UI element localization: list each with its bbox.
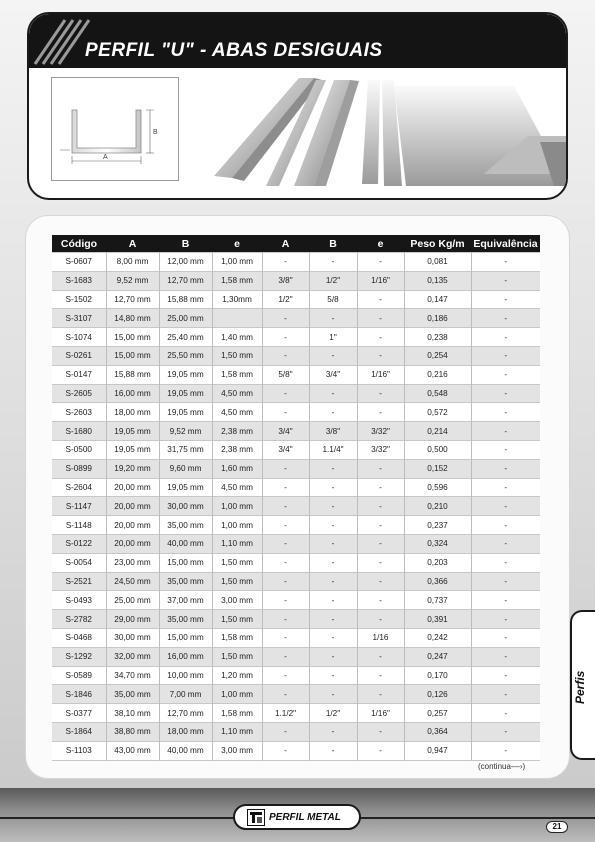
cell-a-inch: - bbox=[262, 459, 309, 478]
cell-peso: 0,391 bbox=[404, 610, 471, 629]
cell-a-mm: 29,00 mm bbox=[106, 610, 159, 629]
cell-e-inch: - bbox=[357, 497, 404, 516]
table-row bbox=[52, 534, 540, 553]
cell-a-inch: - bbox=[262, 591, 309, 610]
cell-equivalencia: - bbox=[471, 572, 540, 591]
cell-e-inch: - bbox=[357, 534, 404, 553]
cell-b-mm: 40,00 mm bbox=[159, 534, 212, 553]
cell-a-mm: 12,70 mm bbox=[106, 290, 159, 309]
cell-a-mm: 19,20 mm bbox=[106, 459, 159, 478]
cell-equivalencia: - bbox=[471, 666, 540, 685]
cell-codigo: S-0607 bbox=[52, 253, 106, 272]
cell-e-mm: 1,58 mm bbox=[212, 704, 262, 723]
cell-codigo: S-0500 bbox=[52, 440, 106, 459]
cell-b-inch: 3/4" bbox=[309, 365, 357, 384]
cell-e-mm: 2,38 mm bbox=[212, 440, 262, 459]
cell-b-inch: 1" bbox=[309, 328, 357, 347]
cell-e-inch: - bbox=[357, 290, 404, 309]
table-row bbox=[52, 328, 540, 347]
cell-b-mm: 40,00 mm bbox=[159, 741, 212, 760]
cell-peso: 0,947 bbox=[404, 741, 471, 760]
cell-a-inch: - bbox=[262, 741, 309, 760]
table-row bbox=[52, 422, 540, 441]
cell-a-mm: 19,05 mm bbox=[106, 440, 159, 459]
brand-logo-icon bbox=[247, 809, 265, 826]
cell-a-mm: 19,05 mm bbox=[106, 422, 159, 441]
cell-b-inch: - bbox=[309, 628, 357, 647]
cell-e-mm: 1,50 mm bbox=[212, 346, 262, 365]
specification-table bbox=[52, 235, 540, 761]
table-row bbox=[52, 365, 540, 384]
table-row bbox=[52, 591, 540, 610]
cell-peso: 0,572 bbox=[404, 403, 471, 422]
cell-e-mm: 3,00 mm bbox=[212, 741, 262, 760]
cell-a-inch: 3/8" bbox=[262, 271, 309, 290]
cell-equivalencia: - bbox=[471, 704, 540, 723]
cell-b-mm: 12,00 mm bbox=[159, 253, 212, 272]
cell-codigo: S-1103 bbox=[52, 741, 106, 760]
table-row bbox=[52, 440, 540, 459]
table-row bbox=[52, 704, 540, 723]
cell-codigo: S-0589 bbox=[52, 666, 106, 685]
cell-a-inch: 5/8" bbox=[262, 365, 309, 384]
cell-e-mm: 4,50 mm bbox=[212, 478, 262, 497]
cell-equivalencia: - bbox=[471, 422, 540, 441]
col-e-inch: e bbox=[357, 235, 404, 253]
cell-equivalencia: - bbox=[471, 497, 540, 516]
cell-b-mm: 35,00 mm bbox=[159, 516, 212, 535]
continued-note: (continua––›) bbox=[478, 762, 526, 771]
cell-a-inch: - bbox=[262, 553, 309, 572]
cell-a-mm: 43,00 mm bbox=[106, 741, 159, 760]
cell-e-mm: 4,50 mm bbox=[212, 403, 262, 422]
cell-b-inch: - bbox=[309, 647, 357, 666]
cell-equivalencia: - bbox=[471, 459, 540, 478]
cell-b-mm: 12,70 mm bbox=[159, 271, 212, 290]
cell-e-mm: 1,40 mm bbox=[212, 328, 262, 347]
table-row bbox=[52, 516, 540, 535]
cell-e-inch: - bbox=[357, 741, 404, 760]
aluminum-profiles-image bbox=[184, 66, 568, 186]
cell-equivalencia: - bbox=[471, 534, 540, 553]
cell-peso: 0,237 bbox=[404, 516, 471, 535]
table-row bbox=[52, 403, 540, 422]
cell-b-inch: - bbox=[309, 384, 357, 403]
cell-e-mm: 1,50 mm bbox=[212, 572, 262, 591]
table-row bbox=[52, 459, 540, 478]
cell-e-inch: - bbox=[357, 309, 404, 328]
cell-peso: 0,214 bbox=[404, 422, 471, 441]
cell-equivalencia: - bbox=[471, 516, 540, 535]
page-number: 21 bbox=[546, 821, 568, 833]
cell-codigo: S-0147 bbox=[52, 365, 106, 384]
cell-b-mm: 35,00 mm bbox=[159, 572, 212, 591]
cell-codigo: S-1864 bbox=[52, 722, 106, 741]
cell-a-mm: 20,00 mm bbox=[106, 478, 159, 497]
cell-peso: 0,254 bbox=[404, 346, 471, 365]
cell-codigo: S-0054 bbox=[52, 553, 106, 572]
cell-b-inch: - bbox=[309, 534, 357, 553]
table-row bbox=[52, 346, 540, 365]
cell-b-mm: 19,05 mm bbox=[159, 478, 212, 497]
col-b-mm: B bbox=[159, 235, 212, 253]
cell-a-mm: 18,00 mm bbox=[106, 403, 159, 422]
cell-e-mm: 1,00 mm bbox=[212, 253, 262, 272]
col-peso: Peso Kg/m bbox=[404, 235, 471, 253]
cell-e-inch: - bbox=[357, 591, 404, 610]
cell-e-inch: - bbox=[357, 478, 404, 497]
cell-peso: 0,216 bbox=[404, 365, 471, 384]
cell-e-inch: - bbox=[357, 403, 404, 422]
cell-a-mm: 15,00 mm bbox=[106, 346, 159, 365]
cell-e-mm: 1,00 mm bbox=[212, 516, 262, 535]
cell-peso: 0,126 bbox=[404, 685, 471, 704]
cell-equivalencia: - bbox=[471, 253, 540, 272]
cell-b-inch: - bbox=[309, 516, 357, 535]
page-title: PERFIL "U" - ABAS DESIGUAIS bbox=[85, 40, 383, 61]
cell-b-mm: 19,05 mm bbox=[159, 384, 212, 403]
cell-equivalencia: - bbox=[471, 328, 540, 347]
cell-b-inch: - bbox=[309, 572, 357, 591]
cell-b-mm: 9,60 mm bbox=[159, 459, 212, 478]
cell-equivalencia: - bbox=[471, 440, 540, 459]
cell-a-mm: 38,10 mm bbox=[106, 704, 159, 723]
cell-a-inch: 3/4" bbox=[262, 422, 309, 441]
cell-e-inch: 3/32" bbox=[357, 440, 404, 459]
cell-b-inch: - bbox=[309, 478, 357, 497]
cell-codigo: S-0468 bbox=[52, 628, 106, 647]
cell-b-inch: 5/8 bbox=[309, 290, 357, 309]
cell-e-mm: 1,58 mm bbox=[212, 365, 262, 384]
cell-equivalencia: - bbox=[471, 610, 540, 629]
cell-a-mm: 14,80 mm bbox=[106, 309, 159, 328]
cell-equivalencia: - bbox=[471, 309, 540, 328]
cell-a-mm: 23,00 mm bbox=[106, 553, 159, 572]
cell-b-inch: 1.1/4" bbox=[309, 440, 357, 459]
cell-a-mm: 32,00 mm bbox=[106, 647, 159, 666]
col-b-inch: B bbox=[309, 235, 357, 253]
table-row bbox=[52, 666, 540, 685]
cell-equivalencia: - bbox=[471, 478, 540, 497]
cell-a-mm: 20,00 mm bbox=[106, 497, 159, 516]
cell-equivalencia: - bbox=[471, 384, 540, 403]
cell-a-inch: - bbox=[262, 346, 309, 365]
cell-b-mm: 12,70 mm bbox=[159, 704, 212, 723]
cell-peso: 0,500 bbox=[404, 440, 471, 459]
cell-a-mm: 16,00 mm bbox=[106, 384, 159, 403]
cell-e-mm: 4,50 mm bbox=[212, 384, 262, 403]
cell-codigo: S-1683 bbox=[52, 271, 106, 290]
cell-a-inch: - bbox=[262, 497, 309, 516]
cell-peso: 0,135 bbox=[404, 271, 471, 290]
diagonal-stripes-icon bbox=[31, 18, 93, 66]
cell-a-inch: - bbox=[262, 572, 309, 591]
cell-codigo: S-3107 bbox=[52, 309, 106, 328]
cell-b-mm: 35,00 mm bbox=[159, 610, 212, 629]
cell-e-inch: - bbox=[357, 572, 404, 591]
cell-a-mm: 20,00 mm bbox=[106, 516, 159, 535]
cell-b-mm: 30,00 mm bbox=[159, 497, 212, 516]
cell-peso: 0,203 bbox=[404, 553, 471, 572]
cell-b-inch: - bbox=[309, 497, 357, 516]
cell-b-inch: - bbox=[309, 346, 357, 365]
cell-equivalencia: - bbox=[471, 365, 540, 384]
cell-equivalencia: - bbox=[471, 403, 540, 422]
cell-peso: 0,152 bbox=[404, 459, 471, 478]
col-a-inch: A bbox=[262, 235, 309, 253]
cell-peso: 0,364 bbox=[404, 722, 471, 741]
cell-peso: 0,257 bbox=[404, 704, 471, 723]
cell-e-inch: - bbox=[357, 553, 404, 572]
cell-b-mm: 10,00 mm bbox=[159, 666, 212, 685]
cell-b-mm: 19,05 mm bbox=[159, 365, 212, 384]
cell-b-mm: 37,00 mm bbox=[159, 591, 212, 610]
cell-a-mm: 25,00 mm bbox=[106, 591, 159, 610]
section-side-tab bbox=[570, 610, 595, 760]
cell-e-inch: - bbox=[357, 516, 404, 535]
cell-a-mm: 24,50 mm bbox=[106, 572, 159, 591]
cell-e-mm: 2,38 mm bbox=[212, 422, 262, 441]
cell-e-inch: - bbox=[357, 685, 404, 704]
cell-peso: 0,186 bbox=[404, 309, 471, 328]
cell-b-inch: - bbox=[309, 591, 357, 610]
cell-peso: 0,170 bbox=[404, 666, 471, 685]
cell-equivalencia: - bbox=[471, 647, 540, 666]
cell-e-mm: 1,00 mm bbox=[212, 685, 262, 704]
brand-name: PERFIL METAL bbox=[269, 812, 341, 823]
table-row bbox=[52, 685, 540, 704]
table-row bbox=[52, 722, 540, 741]
col-codigo: Código bbox=[52, 235, 106, 253]
u-profile-drawing-icon bbox=[52, 78, 178, 180]
cell-peso: 0,596 bbox=[404, 478, 471, 497]
cell-peso: 0,081 bbox=[404, 253, 471, 272]
profile-diagram bbox=[51, 77, 179, 181]
cell-a-inch: - bbox=[262, 628, 309, 647]
cell-e-mm: 3,00 mm bbox=[212, 591, 262, 610]
cell-b-inch: - bbox=[309, 741, 357, 760]
cell-b-inch: - bbox=[309, 403, 357, 422]
cell-b-mm: 25,00 mm bbox=[159, 309, 212, 328]
table-header-row bbox=[52, 235, 540, 253]
table-row bbox=[52, 271, 540, 290]
cell-equivalencia: - bbox=[471, 628, 540, 647]
table-row bbox=[52, 497, 540, 516]
table-row bbox=[52, 553, 540, 572]
cell-codigo: S-0899 bbox=[52, 459, 106, 478]
cell-a-inch: - bbox=[262, 253, 309, 272]
cell-a-mm: 8,00 mm bbox=[106, 253, 159, 272]
cell-a-mm: 38,80 mm bbox=[106, 722, 159, 741]
cell-b-inch: 3/8" bbox=[309, 422, 357, 441]
cell-peso: 0,238 bbox=[404, 328, 471, 347]
cell-a-inch: - bbox=[262, 403, 309, 422]
cell-b-mm: 19,05 mm bbox=[159, 403, 212, 422]
cell-a-mm: 15,88 mm bbox=[106, 365, 159, 384]
cell-equivalencia: - bbox=[471, 290, 540, 309]
table-row bbox=[52, 572, 540, 591]
cell-b-inch: 1/2" bbox=[309, 271, 357, 290]
cell-equivalencia: - bbox=[471, 591, 540, 610]
cell-equivalencia: - bbox=[471, 553, 540, 572]
cell-a-mm: 15,00 mm bbox=[106, 328, 159, 347]
cell-codigo: S-1148 bbox=[52, 516, 106, 535]
cell-peso: 0,737 bbox=[404, 591, 471, 610]
cell-e-mm: 1,10 mm bbox=[212, 534, 262, 553]
cell-codigo: S-2782 bbox=[52, 610, 106, 629]
cell-e-inch: 1/16" bbox=[357, 365, 404, 384]
cell-b-mm: 16,00 mm bbox=[159, 647, 212, 666]
cell-a-inch: - bbox=[262, 647, 309, 666]
cell-codigo: S-0377 bbox=[52, 704, 106, 723]
cell-e-inch: - bbox=[357, 328, 404, 347]
col-e-mm: e bbox=[212, 235, 262, 253]
cell-b-inch: - bbox=[309, 553, 357, 572]
cell-codigo: S-1846 bbox=[52, 685, 106, 704]
table-row bbox=[52, 610, 540, 629]
cell-e-inch: - bbox=[357, 459, 404, 478]
header-bar bbox=[29, 14, 566, 68]
cell-e-inch: - bbox=[357, 253, 404, 272]
cell-peso: 0,366 bbox=[404, 572, 471, 591]
cell-codigo: S-0493 bbox=[52, 591, 106, 610]
table-row bbox=[52, 741, 540, 760]
cell-e-inch: - bbox=[357, 647, 404, 666]
cell-e-inch: 1/16" bbox=[357, 271, 404, 290]
cell-equivalencia: - bbox=[471, 346, 540, 365]
cell-b-mm: 7,00 mm bbox=[159, 685, 212, 704]
arrow-right-icon: ––›) bbox=[510, 762, 526, 771]
table-row bbox=[52, 384, 540, 403]
cell-peso: 0,147 bbox=[404, 290, 471, 309]
cell-codigo: S-1147 bbox=[52, 497, 106, 516]
cell-peso: 0,242 bbox=[404, 628, 471, 647]
cell-codigo: S-2521 bbox=[52, 572, 106, 591]
cell-codigo: S-1502 bbox=[52, 290, 106, 309]
cell-e-inch: - bbox=[357, 610, 404, 629]
cell-b-mm: 25,40 mm bbox=[159, 328, 212, 347]
cell-e-inch: 1/16" bbox=[357, 704, 404, 723]
cell-a-mm: 34,70 mm bbox=[106, 666, 159, 685]
table-row bbox=[52, 628, 540, 647]
cell-codigo: S-2605 bbox=[52, 384, 106, 403]
cell-a-mm: 30,00 mm bbox=[106, 628, 159, 647]
cell-a-inch: 3/4" bbox=[262, 440, 309, 459]
side-tab-label: Perfis bbox=[573, 670, 587, 704]
cell-a-inch: - bbox=[262, 516, 309, 535]
cell-a-inch: - bbox=[262, 610, 309, 629]
cell-a-inch: - bbox=[262, 534, 309, 553]
cell-e-inch: - bbox=[357, 666, 404, 685]
cell-a-inch: - bbox=[262, 384, 309, 403]
table-row bbox=[52, 253, 540, 272]
diagram-label-a: A bbox=[103, 154, 108, 161]
cell-a-inch: - bbox=[262, 328, 309, 347]
cell-codigo: S-0261 bbox=[52, 346, 106, 365]
brand-badge bbox=[233, 804, 361, 830]
col-equivalencia: Equivalência bbox=[471, 235, 540, 253]
header-card bbox=[27, 12, 568, 200]
cell-a-inch: - bbox=[262, 722, 309, 741]
cell-b-mm: 18,00 mm bbox=[159, 722, 212, 741]
cell-e-mm: 1,20 mm bbox=[212, 666, 262, 685]
cell-peso: 0,210 bbox=[404, 497, 471, 516]
cell-a-inch: - bbox=[262, 666, 309, 685]
cell-codigo: S-2604 bbox=[52, 478, 106, 497]
cell-e-mm: 1,58 mm bbox=[212, 628, 262, 647]
table-row bbox=[52, 309, 540, 328]
cell-codigo: S-1292 bbox=[52, 647, 106, 666]
cell-a-inch: - bbox=[262, 685, 309, 704]
cell-b-mm: 15,00 mm bbox=[159, 628, 212, 647]
cell-e-inch: - bbox=[357, 384, 404, 403]
table-row bbox=[52, 647, 540, 666]
cell-b-inch: - bbox=[309, 253, 357, 272]
cell-a-inch: - bbox=[262, 309, 309, 328]
cell-e-mm: 1,00 mm bbox=[212, 497, 262, 516]
cell-codigo: S-1074 bbox=[52, 328, 106, 347]
cell-e-mm: 1,58 mm bbox=[212, 271, 262, 290]
cell-peso: 0,324 bbox=[404, 534, 471, 553]
table-row bbox=[52, 290, 540, 309]
cell-codigo: S-2603 bbox=[52, 403, 106, 422]
cell-e-mm: 1,50 mm bbox=[212, 553, 262, 572]
cell-b-mm: 31,75 mm bbox=[159, 440, 212, 459]
cell-b-inch: - bbox=[309, 666, 357, 685]
col-a-mm: A bbox=[106, 235, 159, 253]
cell-e-mm: 1,30mm bbox=[212, 290, 262, 309]
cell-codigo: S-0122 bbox=[52, 534, 106, 553]
cell-b-inch: 1/2" bbox=[309, 704, 357, 723]
cell-e-mm: 1,10 mm bbox=[212, 722, 262, 741]
cell-a-mm: 35,00 mm bbox=[106, 685, 159, 704]
cell-b-mm: 15,88 mm bbox=[159, 290, 212, 309]
cell-codigo: S-1680 bbox=[52, 422, 106, 441]
cell-peso: 0,548 bbox=[404, 384, 471, 403]
cell-e-inch: 1/16 bbox=[357, 628, 404, 647]
cell-e-mm: 1,50 mm bbox=[212, 647, 262, 666]
cell-b-inch: - bbox=[309, 685, 357, 704]
cell-b-inch: - bbox=[309, 610, 357, 629]
cell-e-mm bbox=[212, 309, 262, 328]
cell-a-inch: 1.1/2" bbox=[262, 704, 309, 723]
cell-equivalencia: - bbox=[471, 741, 540, 760]
cell-equivalencia: - bbox=[471, 685, 540, 704]
cell-equivalencia: - bbox=[471, 722, 540, 741]
cell-e-mm: 1,60 mm bbox=[212, 459, 262, 478]
cell-b-inch: - bbox=[309, 722, 357, 741]
cell-equivalencia: - bbox=[471, 271, 540, 290]
cell-b-mm: 9,52 mm bbox=[159, 422, 212, 441]
cell-a-mm: 20,00 mm bbox=[106, 534, 159, 553]
cell-e-mm: 1,50 mm bbox=[212, 610, 262, 629]
cell-a-mm: 9,52 mm bbox=[106, 271, 159, 290]
cell-a-inch: 1/2" bbox=[262, 290, 309, 309]
cell-e-inch: 3/32" bbox=[357, 422, 404, 441]
cell-e-inch: - bbox=[357, 346, 404, 365]
cell-e-inch: - bbox=[357, 722, 404, 741]
cell-b-inch: - bbox=[309, 309, 357, 328]
cell-peso: 0,247 bbox=[404, 647, 471, 666]
cell-b-mm: 15,00 mm bbox=[159, 553, 212, 572]
cell-a-inch: - bbox=[262, 478, 309, 497]
table-row bbox=[52, 478, 540, 497]
cell-b-inch: - bbox=[309, 459, 357, 478]
diagram-label-b: B bbox=[153, 129, 158, 136]
cell-b-mm: 25,50 mm bbox=[159, 346, 212, 365]
